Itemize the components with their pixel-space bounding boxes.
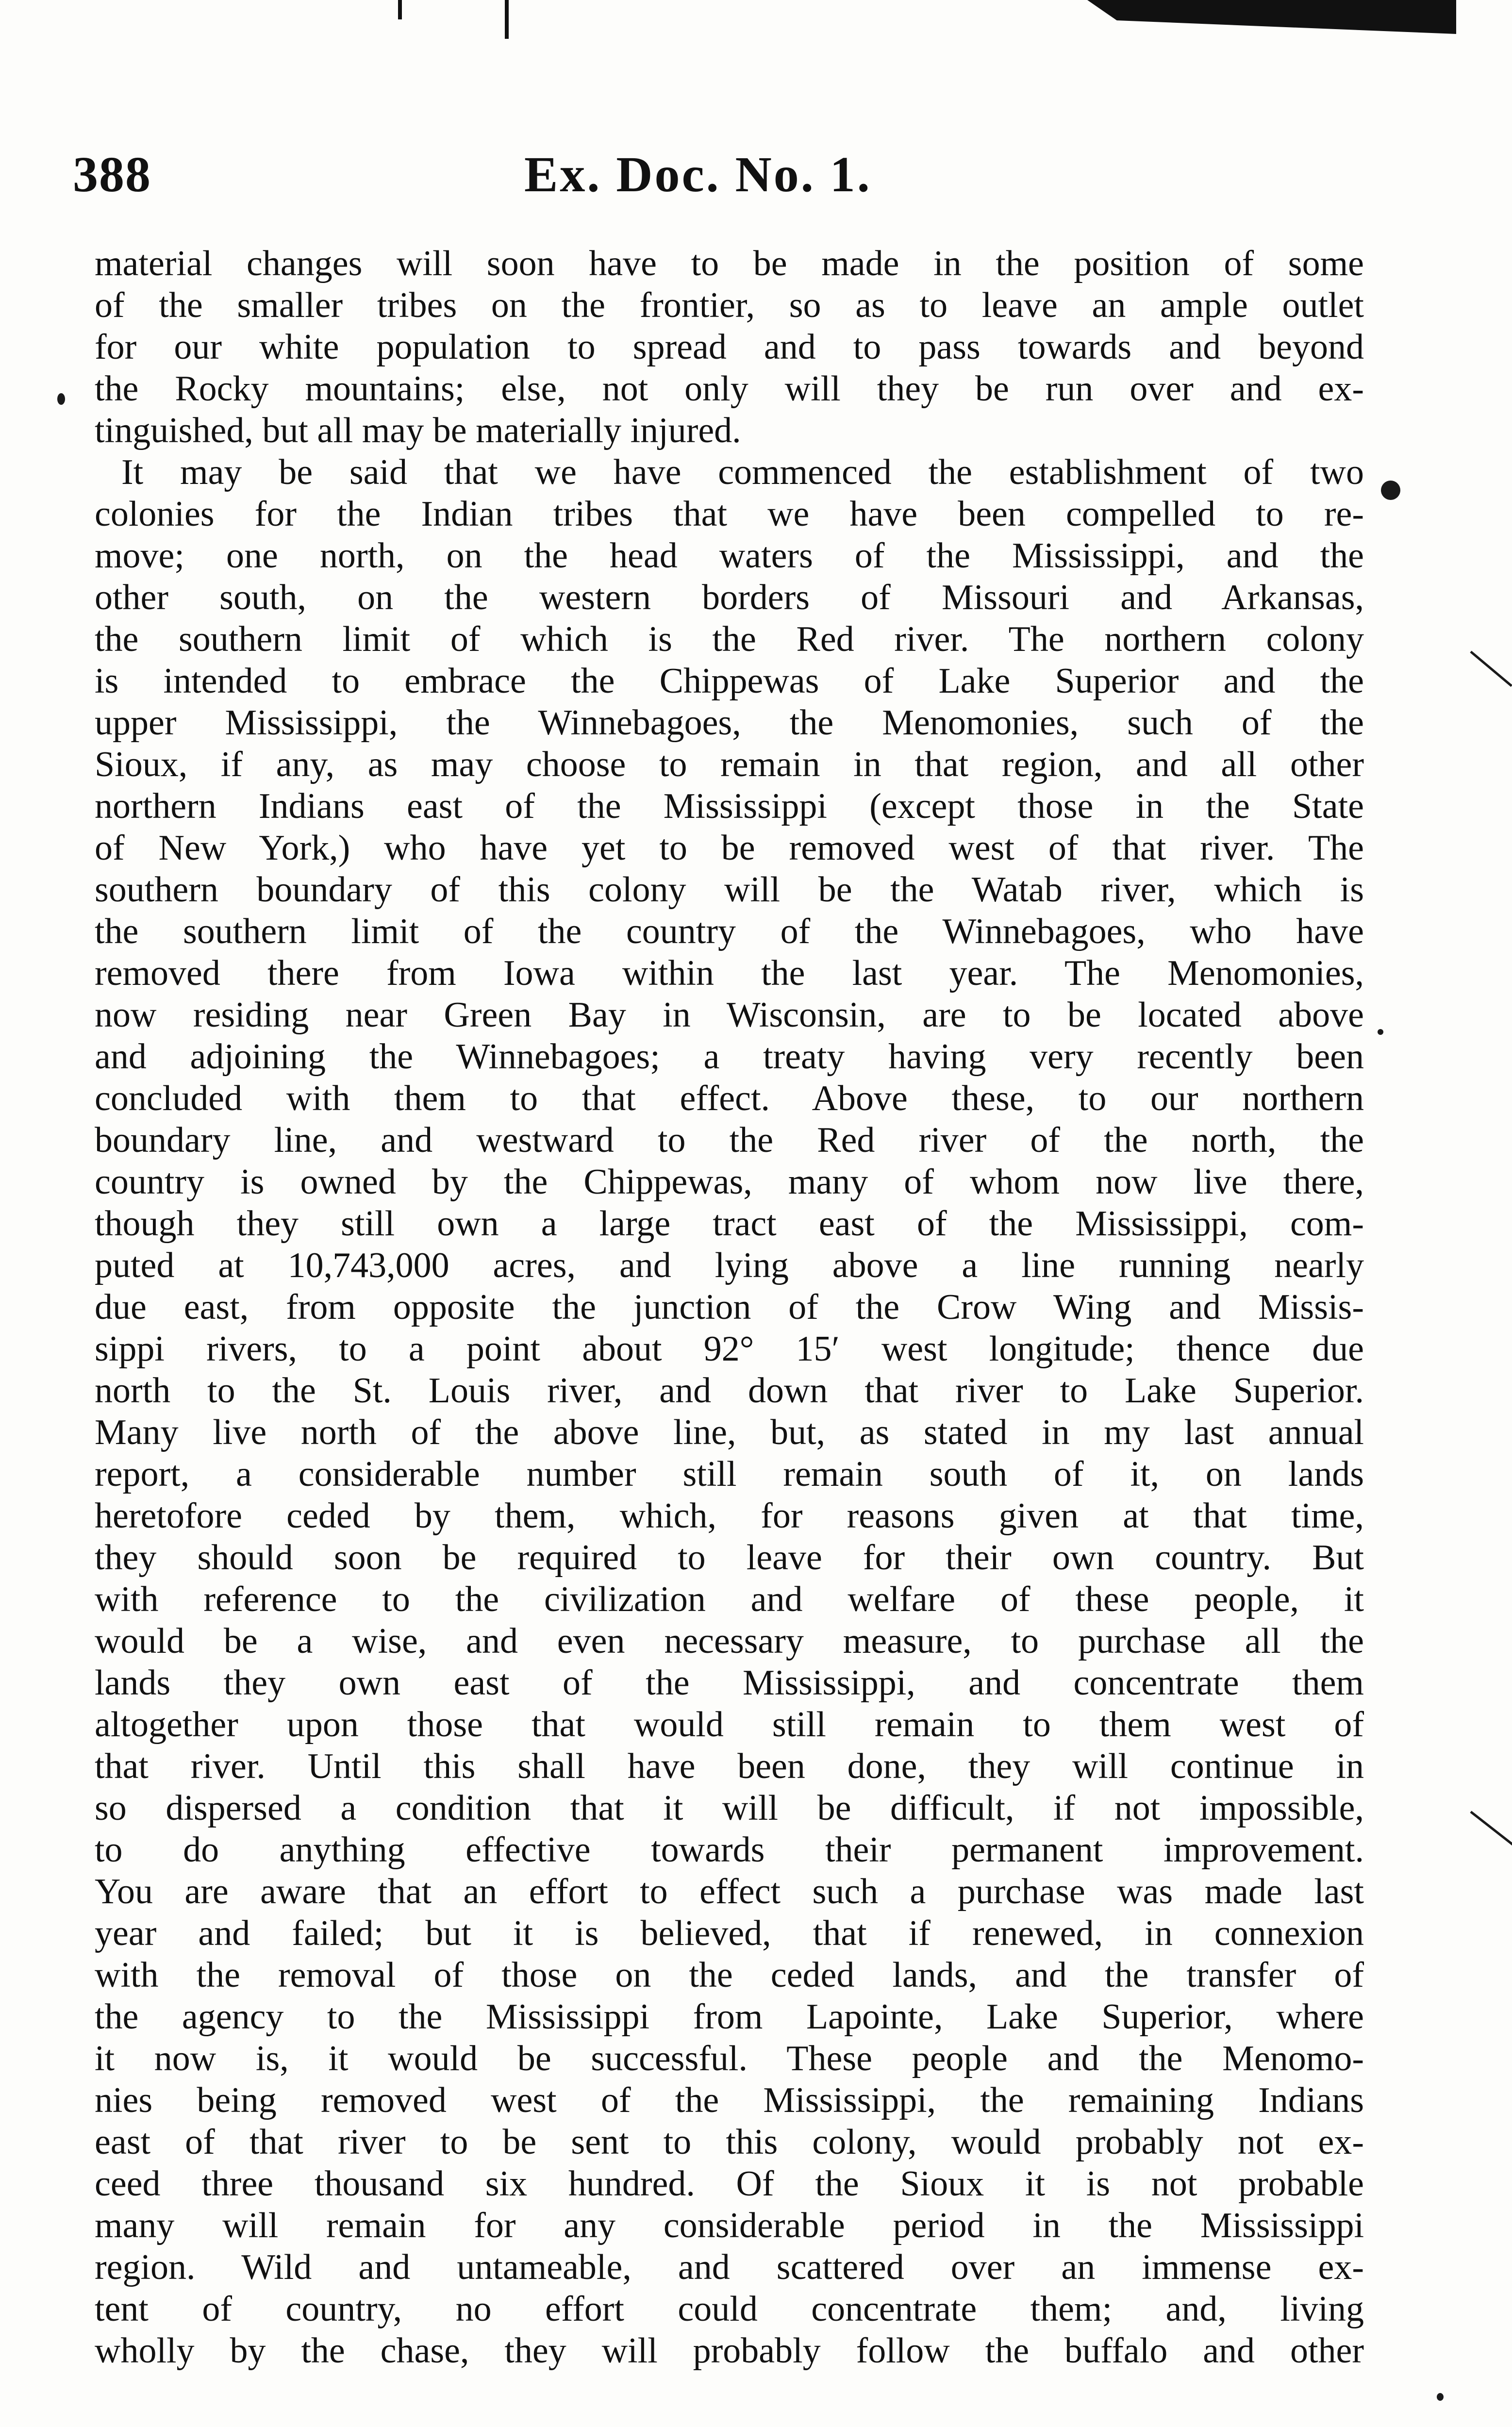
- text-line: upper Mississippi, the Winnebagoes, the Menomonies, such of the: [95, 703, 1364, 743]
- text-line: sippi rivers, to a point about 92° 15′ west longitude; thence due: [95, 1329, 1364, 1369]
- scan-artifact-top-left: [398, 0, 402, 19]
- page-header: [73, 146, 1408, 214]
- text-line: Sioux, if any, as may choose to remain in that region, and all other: [95, 745, 1364, 784]
- text-line: southern boundary of this colony will be the Watab river, which is: [95, 870, 1364, 910]
- scan-scratch: [1470, 1811, 1512, 1846]
- body-text: [95, 243, 1364, 2372]
- text-line: they should soon be required to leave for their own country. But: [95, 1538, 1364, 1578]
- text-line: east of that river to be sent to this colony, would probably not ex-: [95, 2122, 1364, 2162]
- text-line: northern Indians east of the Mississippi (except those in the State: [95, 786, 1364, 826]
- scan-scratch: [1470, 651, 1512, 687]
- text-line: ceed three thousand six hundred. Of the Sioux it is not probable: [95, 2164, 1364, 2204]
- text-line: so dispersed a condition that it will be difficult, if not impossible,: [95, 1788, 1364, 1828]
- text-line: would be a wise, and even necessary measure, to purchase all the: [95, 1621, 1364, 1661]
- text-line: now residing near Green Bay in Wisconsin, are to be located above: [95, 995, 1364, 1035]
- text-line: country is owned by the Chippewas, many of whom now live there,: [95, 1162, 1364, 1202]
- scan-artifact-top-right: [1087, 0, 1456, 34]
- text-line: for our white population to spread and to pass towards and beyond: [95, 327, 1364, 367]
- text-line: it now is, it would be successful. These people and the Menomo-: [95, 2039, 1364, 2078]
- text-line: puted at 10,743,000 acres, and lying above a line running nearly: [95, 1246, 1364, 1285]
- scan-artifact-top-bar: [505, 0, 509, 39]
- text-line: colonies for the Indian tribes that we have been compelled to re-: [95, 494, 1364, 534]
- text-line: that river. Until this shall have been done, they will continue in: [95, 1746, 1364, 1786]
- text-line: other south, on the western borders of Missouri and Arkansas,: [95, 578, 1364, 617]
- text-line: move; one north, on the head waters of the Mississippi, and the: [95, 536, 1364, 576]
- text-line: concluded with them to that effect. Above these, to our northern: [95, 1079, 1364, 1118]
- ink-speck: [57, 393, 65, 405]
- text-line: north to the St. Louis river, and down that river to Lake Superior.: [95, 1371, 1364, 1411]
- text-line: altogether upon those that would still remain to them west of: [95, 1705, 1364, 1745]
- text-line: is intended to embrace the Chippewas of Lake Superior and the: [95, 661, 1364, 701]
- text-line: nies being removed west of the Mississippi, the remaining Indians: [95, 2080, 1364, 2120]
- ink-speck: [1437, 2393, 1444, 2401]
- text-line: material changes will soon have to be made in the position of some: [95, 244, 1364, 283]
- text-line: tent of country, no effort could concentrate them; and, living: [95, 2289, 1364, 2329]
- text-line: the southern limit of the country of the Winnebagoes, who have: [95, 912, 1364, 951]
- text-line: the Rocky mountains; else, not only will they be run over and ex-: [95, 369, 1364, 409]
- text-line: region. Wild and untameable, and scattered over an immense ex-: [95, 2247, 1364, 2287]
- ink-speck: [1381, 481, 1400, 500]
- text-line: heretofore ceded by them, which, for reasons given at that time,: [95, 1496, 1364, 1536]
- text-line: report, a considerable number still remain south of it, on lands: [95, 1454, 1364, 1494]
- text-line: lands they own east of the Mississippi, and concentrate them: [95, 1663, 1364, 1703]
- text-line: You are aware that an effort to effect such a purchase was made last: [95, 1872, 1364, 1912]
- text-line: and adjoining the Winnebagoes; a treaty having very recently been: [95, 1037, 1364, 1077]
- text-line: though they still own a large tract east of the Mississippi, com-: [95, 1204, 1364, 1244]
- text-line: with the removal of those on the ceded lands, and the transfer of: [95, 1955, 1364, 1995]
- text-line: removed there from Iowa within the last year. The Menomonies,: [95, 953, 1364, 993]
- text-line: of the smaller tribes on the frontier, so as to leave an ample outlet: [95, 285, 1364, 325]
- running-title: Ex. Doc. No. 1.: [524, 147, 872, 202]
- text-line: the agency to the Mississippi from Lapointe, Lake Superior, where: [95, 1997, 1364, 2037]
- text-line: Many live north of the above line, but, as stated in my last annual: [95, 1413, 1364, 1452]
- text-line: due east, from opposite the junction of the Crow Wing and Missis-: [95, 1287, 1364, 1327]
- text-line: with reference to the civilization and welfare of these people, it: [95, 1579, 1364, 1619]
- text-line: wholly by the chase, they will probably follow the buffalo and other: [95, 2331, 1364, 2371]
- text-line: tinguished, but all may be materially injured.: [95, 411, 741, 450]
- text-line: many will remain for any considerable period in the Mississippi: [95, 2206, 1364, 2245]
- text-line: of New York,) who have yet to be removed west of that river. The: [95, 828, 1364, 868]
- text-line: It may be said that we have commenced the establishment of two: [121, 452, 1364, 492]
- text-line: the southern limit of which is the Red river. The northern colony: [95, 619, 1364, 659]
- page-number: 388: [73, 147, 151, 202]
- text-line: year and failed; but it is believed, that if renewed, in connexion: [95, 1913, 1364, 1953]
- text-line: boundary line, and westward to the Red river of the north, the: [95, 1120, 1364, 1160]
- ink-speck: [1378, 1029, 1383, 1035]
- text-line: to do anything effective towards their permanent improvement.: [95, 1830, 1364, 1870]
